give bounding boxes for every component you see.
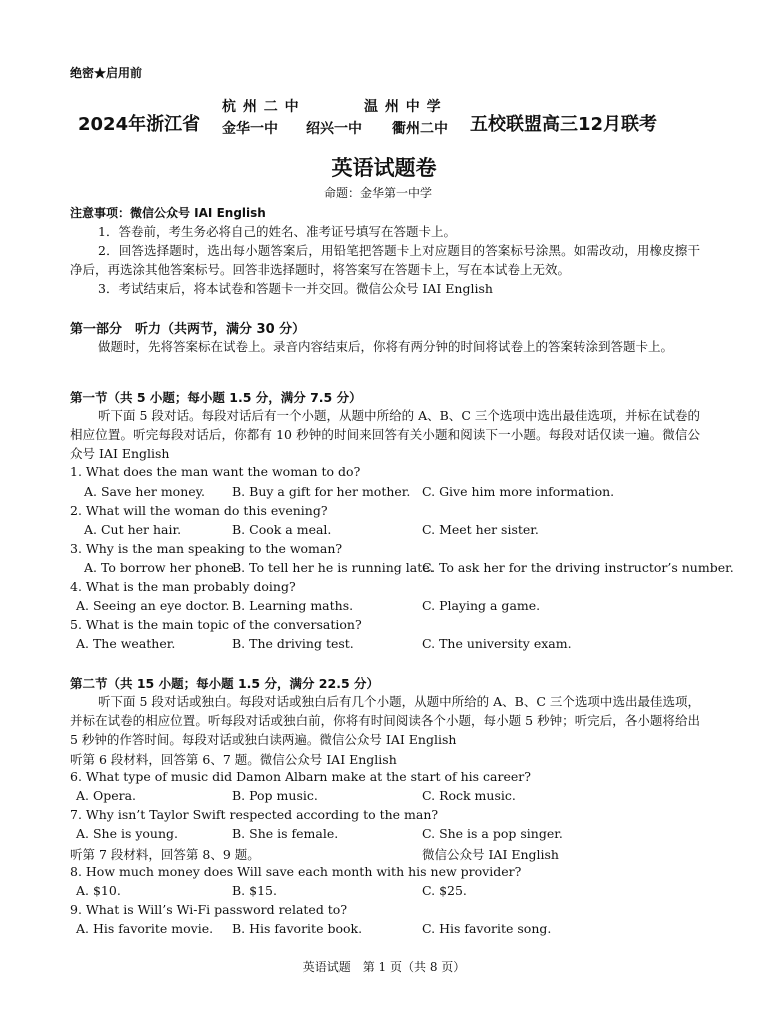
q9-option-b: B. His favorite book.	[232, 921, 363, 936]
question-2: 2. What will the woman do this evening?	[70, 503, 328, 518]
q6-option-a: A. Opera.	[76, 788, 137, 803]
q1-option-a: A. Save her money.	[84, 484, 206, 499]
school-wenzhou: 温 州 中 学	[364, 99, 442, 115]
q8-option-c: C. $25.	[422, 883, 467, 898]
q1-option-c: C. Give him more information.	[422, 484, 615, 499]
question-7: 7. Why isn’t Taylor Swift respected according to the man?	[70, 807, 439, 822]
q7-option-b: B. She is female.	[232, 826, 339, 841]
question-4: 4. What is the man probably doing?	[70, 579, 296, 594]
confidential-mark: 绝密★启用前	[70, 66, 143, 80]
part1-intro: 做题时，先将答案标在试卷上。录音内容结束后，你将有两分钟的时间将试卷上的答案转涂到答题卡上。	[98, 339, 674, 354]
q8-option-b: B. $15.	[232, 883, 277, 898]
section2-intro: 听下面 5 段对话或独白。每段对话或独白后有几个小题，从题中所给的 A、B、C 三个选项中选出最佳选项，并标在试卷的相应位置。听每段对话或独白前，你将有时间阅读各个小题，每小题 5 秒钟；听完后，各小题将给出 5 秒钟的作答时间。每段对话或独白读两遍。微信公众号 IAI English	[70, 694, 700, 747]
q3-option-c: C. To ask her for the driving instructor’s number.	[422, 560, 734, 575]
material-7-note: 听第 7 段材料，回答第 8、9 题。	[70, 847, 260, 862]
header-year-province: 2024年浙江省	[78, 114, 201, 135]
q4-option-b: B. Learning maths.	[232, 598, 354, 613]
question-5: 5. What is the main topic of the conversation?	[70, 617, 362, 632]
q4-option-c: C. Playing a game.	[422, 598, 541, 613]
q2-option-b: B. Cook a meal.	[232, 522, 332, 537]
notice-item-3: 3．考试结束后，将本试卷和答题卡一并交回。微信公众号 IAI English	[98, 281, 493, 296]
paper-author: 命题：金华第一中学	[324, 186, 433, 200]
q4-option-a: A. Seeing an eye doctor.	[76, 598, 230, 613]
material-7-wechat: 微信公众号 IAI English	[422, 847, 559, 862]
question-3: 3. Why is the man speaking to the woman?	[70, 541, 343, 556]
question-8: 8. How much money does Will save each month with his new provider?	[70, 864, 522, 879]
q3-option-a: A. To borrow her phone.	[84, 560, 238, 575]
part1-heading: 第一部分 听力（共两节，满分 30 分）	[70, 322, 306, 337]
section2-heading: 第二节（共 15 小题；每小题 1.5 分，满分 22.5 分）	[70, 676, 379, 691]
question-6: 6. What type of music did Damon Albarn make at the start of his career?	[70, 769, 531, 784]
school-hangzhou: 杭 州 二 中	[222, 99, 300, 115]
q9-option-c: C. His favorite song.	[422, 921, 552, 936]
q7-option-a: A. She is young.	[76, 826, 179, 841]
material-6-note: 听第 6 段材料，回答第 6、7 题。微信公众号 IAI English	[70, 752, 397, 767]
page-footer: 英语试题 第 1 页（共 8 页）	[302, 960, 466, 974]
q3-option-b: B. To tell her he is running late.	[232, 560, 434, 575]
section1-heading: 第一节（共 5 小题；每小题 1.5 分，满分 7.5 分）	[70, 390, 362, 405]
notice-heading: 注意事项：微信公众号 IAI English	[70, 206, 266, 220]
q2-option-a: A. Cut her hair.	[84, 522, 182, 537]
school-shaoxing: 绍兴一中	[306, 121, 362, 137]
school-quzhou: 衢州二中	[392, 121, 448, 137]
notice-item-2: 2．回答选择题时，选出每小题答案后，用铅笔把答题卡上对应题目的答案标号涂黑。如需改动，用橡皮擦干净后，再选涂其他答案标号。回答非选择题时，将答案写在答题卡上，写在本试卷上无效。	[70, 243, 700, 277]
exam-name: 五校联盟高三12月联考	[470, 114, 658, 135]
paper-title: 英语试题卷	[331, 156, 437, 180]
q9-option-a: A. His favorite movie.	[76, 921, 214, 936]
section1-intro: 听下面 5 段对话。每段对话后有一个小题，从题中所给的 A、B、C 三个选项中选出最佳选项，并标在试卷的相应位置。听完每段对话后，你都有 10 秒钟的时间来回答有关小题和阅读下一小题。每段对话仅读一遍。微信公众号 IAI English	[70, 408, 700, 461]
q5-option-c: C. The university exam.	[422, 636, 572, 651]
q2-option-c: C. Meet her sister.	[422, 522, 539, 537]
notice-item-1: 1．答卷前，考生务必将自己的姓名、准考证号填写在答题卡上。	[98, 224, 456, 239]
q6-option-c: C. Rock music.	[422, 788, 516, 803]
school-jinhua: 金华一中	[222, 121, 278, 137]
question-9: 9. What is Will’s Wi-Fi password related to?	[70, 902, 348, 917]
q1-option-b: B. Buy a gift for her mother.	[232, 484, 411, 499]
q7-option-c: C. She is a pop singer.	[422, 826, 563, 841]
q5-option-b: B. The driving test.	[232, 636, 354, 651]
q8-option-a: A. $10.	[76, 883, 121, 898]
question-1: 1. What does the man want the woman to do?	[70, 464, 361, 479]
q5-option-a: A. The weather.	[76, 636, 176, 651]
q6-option-b: B. Pop music.	[232, 788, 318, 803]
